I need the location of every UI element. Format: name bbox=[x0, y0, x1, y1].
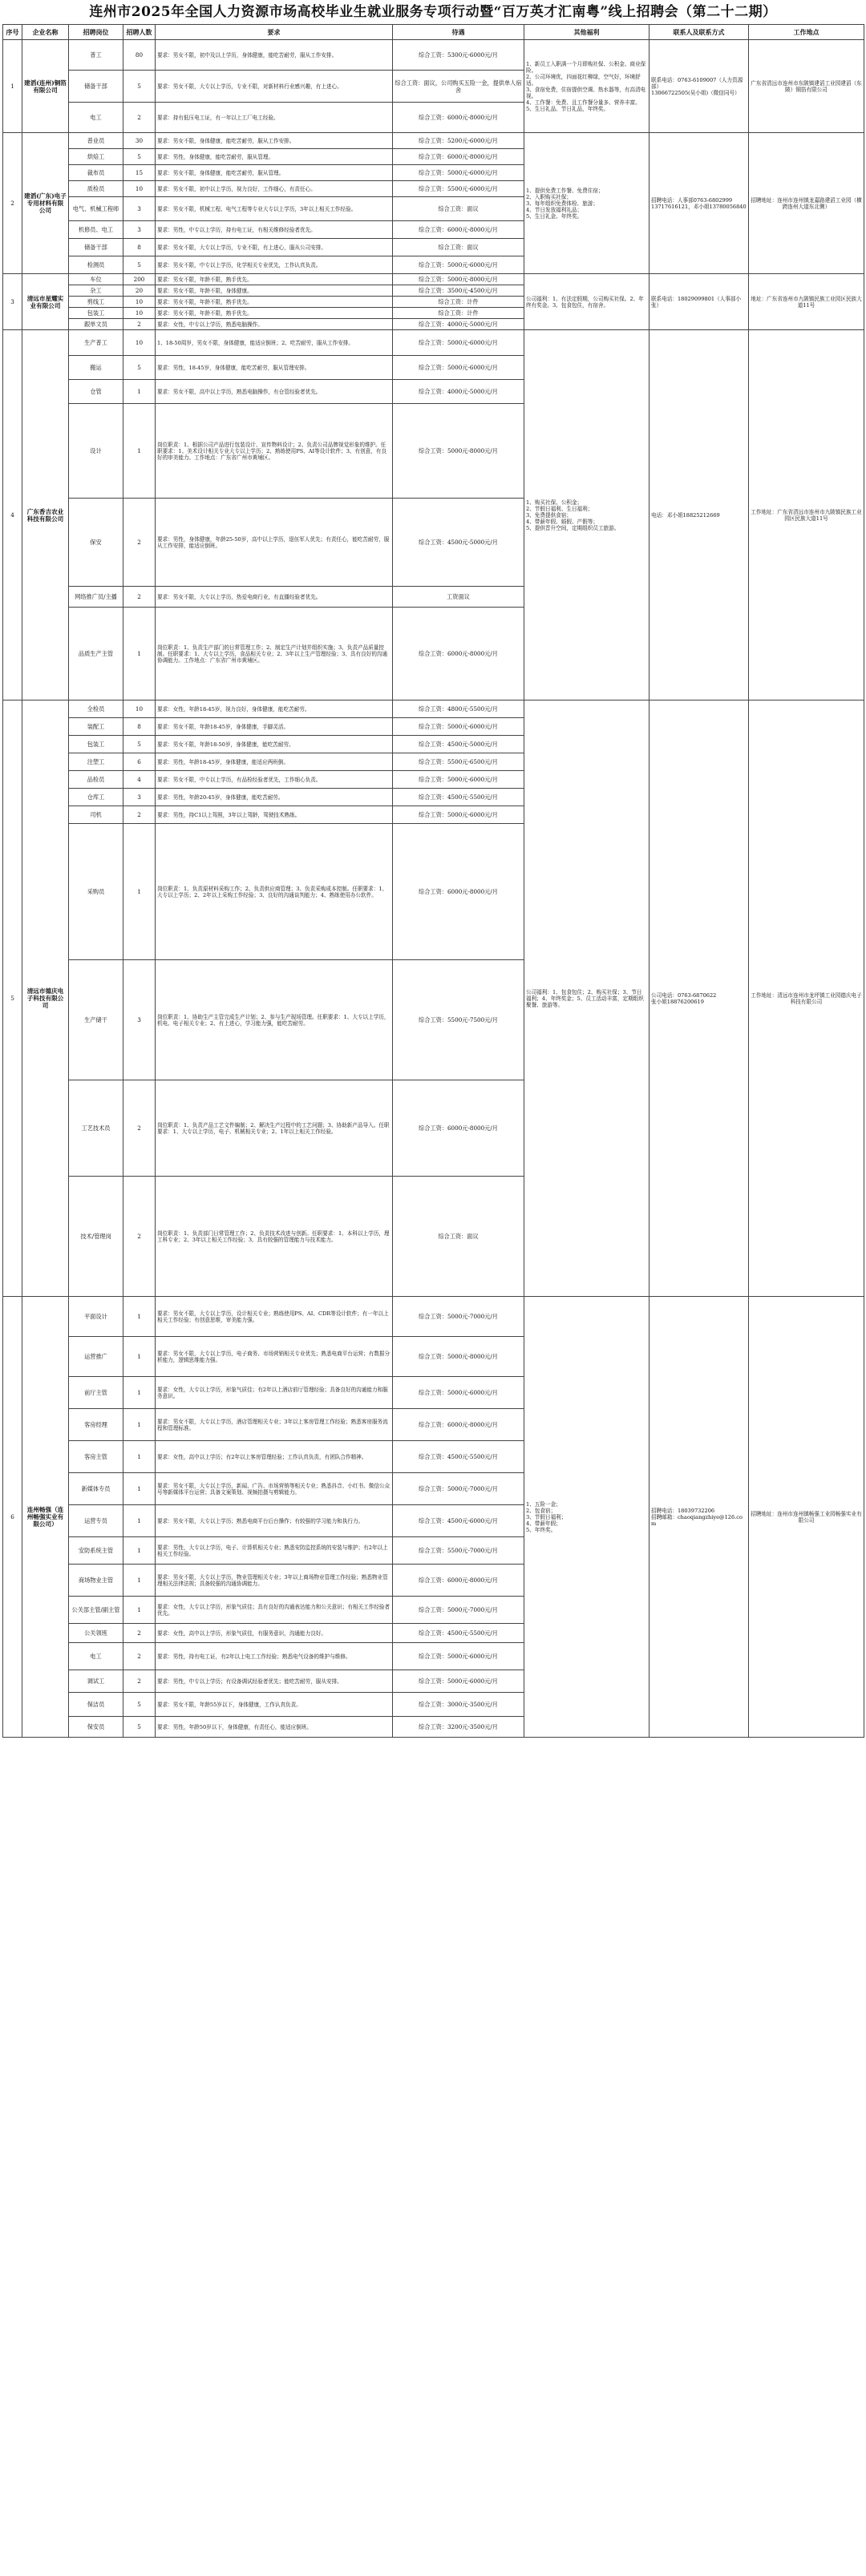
job-pay: 综合工资：5500元-7500元/月 bbox=[393, 960, 524, 1080]
job-pay: 综合工资：4500元-5500元/月 bbox=[393, 1441, 524, 1473]
job-position: 电工 bbox=[69, 103, 123, 133]
job-requirements: 要求：男性，中专以上学历；有设备调试经验者优先；能吃苦耐劳，服从安排。 bbox=[156, 1670, 393, 1693]
job-position: 网络推广员/主播 bbox=[69, 587, 123, 608]
header-count: 招聘人数 bbox=[123, 25, 156, 40]
job-pay: 综合工资：6000元-8000元/月 bbox=[393, 1080, 524, 1177]
job-position: 生产储干 bbox=[69, 960, 123, 1080]
job-pay: 综合工资：5300元-6000元/月 bbox=[393, 40, 524, 71]
job-position: 保安员 bbox=[69, 1717, 123, 1738]
job-pay: 综合工资：5000元-6000元/月 bbox=[393, 806, 524, 824]
company-location: 工作地址：广东省清远市连州市九陂镇民族工业园区民族大道11号 bbox=[749, 330, 864, 701]
job-pay: 综合工资：4500元-5500元/月 bbox=[393, 789, 524, 806]
job-count: 1 bbox=[123, 608, 156, 701]
job-count: 2 bbox=[123, 1643, 156, 1670]
table-row bbox=[3, 330, 864, 356]
job-count: 1 bbox=[123, 1565, 156, 1597]
job-count: 1 bbox=[123, 1377, 156, 1409]
job-position: 检测员 bbox=[69, 256, 123, 274]
job-count: 5 bbox=[123, 1693, 156, 1717]
job-count: 1 bbox=[123, 824, 156, 960]
header-no: 序号 bbox=[3, 25, 22, 40]
job-count: 2 bbox=[123, 1080, 156, 1177]
job-position: 质检员 bbox=[69, 181, 123, 197]
job-position: 杂工 bbox=[69, 285, 123, 297]
header-position: 招聘岗位 bbox=[69, 25, 123, 40]
job-requirements: 要求：男女不限，大专以上学历，新闻、广告、市场营销等相关专业；熟悉抖音、小红书、微信公众号等新媒体平台运营；具备文案策划、视频拍摄与剪辑能力。 bbox=[156, 1473, 393, 1505]
job-requirements: 要求：男女不限，大专以上学历，专业不限，有上进心，服从公司安排。 bbox=[156, 239, 393, 256]
job-count: 2 bbox=[123, 587, 156, 608]
job-pay: 综合工资：5000元-6000元/月 bbox=[393, 356, 524, 380]
job-position: 品质生产主管 bbox=[69, 608, 123, 701]
company-location: 广东省清远市连州市东陂镇建滔工业园建滔（东陂）铜箔有限公司 bbox=[749, 40, 864, 133]
job-position: 技术/管理岗 bbox=[69, 1177, 123, 1297]
job-count: 2 bbox=[123, 806, 156, 824]
job-position: 公关部主管/副主管 bbox=[69, 1597, 123, 1624]
job-pay: 综合工资：面议 bbox=[393, 197, 524, 221]
job-requirements: 要求：男女不限，中专以上学历，化学相关专业优先，工作认真负责。 bbox=[156, 256, 393, 274]
company-number: 3 bbox=[3, 274, 22, 330]
job-position: 采购员 bbox=[69, 824, 123, 960]
job-count: 10 bbox=[123, 297, 156, 308]
company-location: 招聘地址：连州市连州镇畅强工业园畅强实业有限公司 bbox=[749, 1297, 864, 1738]
company-welfare: 公司福利：1、有法定假期，公司购买社保。2、年终有奖金。3、包食包住，有宿舍。 bbox=[524, 274, 650, 330]
job-count: 5 bbox=[123, 149, 156, 165]
job-count: 3 bbox=[123, 221, 156, 239]
job-requirements: 要求：男女不限，中专以上学历，有品检经验者优先，工作细心负责。 bbox=[156, 771, 393, 789]
company-contact: 电话：邓小姐18825212669 bbox=[650, 330, 749, 701]
job-requirements: 要求：男女不限，年龄55岁以下，身体健康，工作认真负责。 bbox=[156, 1693, 393, 1717]
job-requirements: 要求：男女不限，大专以上学历，专业不限，对新材料行业感兴趣，有上进心。 bbox=[156, 71, 393, 103]
job-position: 包装工 bbox=[69, 736, 123, 753]
job-position: 运营专员 bbox=[69, 1505, 123, 1537]
job-pay: 综合工资：3500元-4500元/月 bbox=[393, 285, 524, 297]
table-row bbox=[3, 701, 864, 718]
job-requirements: 1、18-50周岁，男女不限，身体健康，能适应倒班；2、吃苦耐劳，服从工作安排。 bbox=[156, 330, 393, 356]
job-requirements: 要求：男女不限，大专以上学历，设计相关专业；熟练使用PS、AI、CDR等设计软件；有一年以上相关工作经验；有创意思维，审美能力强。 bbox=[156, 1297, 393, 1337]
company-contact: 招聘电话：18039732206 招聘邮箱：chaoqiangzhiye@126.com bbox=[650, 1297, 749, 1738]
job-pay: 综合工资：6000元-8000元/月 bbox=[393, 149, 524, 165]
job-pay: 综合工资：5200元-6000元/月 bbox=[393, 133, 524, 149]
job-position: 司机 bbox=[69, 806, 123, 824]
company-contact: 招聘电话：人事部0763-6802999 13717616121，邓小姐13780056840 bbox=[650, 133, 749, 274]
job-position: 新媒体专员 bbox=[69, 1473, 123, 1505]
job-requirements: 要求：男女不限，年龄不限，熟手优先。 bbox=[156, 308, 393, 319]
job-pay: 综合工资：6000元-8000元/月 bbox=[393, 1409, 524, 1441]
job-pay: 工资面议 bbox=[393, 587, 524, 608]
job-requirements: 岗位职责：1、负责产品工艺文件编制；2、解决生产过程中的工艺问题；3、协助新产品导入。任职要求：1、大专以上学历，电子、机械相关专业；2、1年以上相关工作经验。 bbox=[156, 1080, 393, 1177]
job-pay: 综合工资：4800元-5500元/月 bbox=[393, 701, 524, 718]
job-count: 3 bbox=[123, 197, 156, 221]
job-position: 普业员 bbox=[69, 133, 123, 149]
job-position: 公关领班 bbox=[69, 1624, 123, 1643]
job-requirements: 要求：男女不限，大专以上学历，物业管理相关专业；3年以上商场物业管理工作经验；熟悉物业管理相关法律法规；具备较强的沟通协调能力。 bbox=[156, 1565, 393, 1597]
company-name: 清远市星耀实业有限公司 bbox=[22, 274, 69, 330]
table-header bbox=[3, 25, 864, 40]
job-count: 2 bbox=[123, 103, 156, 133]
job-position: 仓库工 bbox=[69, 789, 123, 806]
job-pay: 综合工资：面议，公司购买五险一金，提供单人宿舍 bbox=[393, 71, 524, 103]
job-pay: 综合工资：3200元-3500元/月 bbox=[393, 1717, 524, 1738]
job-position: 保安 bbox=[69, 499, 123, 587]
job-position: 设计 bbox=[69, 404, 123, 499]
job-position: 电工 bbox=[69, 1643, 123, 1670]
job-requirements: 要求：男女不限，身体健康，能吃苦耐劳，服从管理。 bbox=[156, 165, 393, 181]
job-requirements: 要求：女性，高中以上学历；有2年以上客房管理经验；工作认真负责，有团队合作精神。 bbox=[156, 1441, 393, 1473]
job-requirements: 要求：男女不限，身体健康，能吃苦耐劳，服从工作安排。 bbox=[156, 133, 393, 149]
job-pay: 综合工资：计件 bbox=[393, 297, 524, 308]
company-number: 6 bbox=[3, 1297, 22, 1738]
job-requirements: 要求：男女不限，年龄不限，熟手优先。 bbox=[156, 274, 393, 285]
job-position: 电气、机械工程师 bbox=[69, 197, 123, 221]
job-requirements: 要求：女性，高中以上学历，形象气质佳，有服务意识，沟通能力良好。 bbox=[156, 1624, 393, 1643]
company-contact: 联系电话：0763-6109007（人力资源部） 13066722505(吴小姐)（微信同号） bbox=[650, 40, 749, 133]
job-position: 运营推广 bbox=[69, 1337, 123, 1377]
job-count: 1 bbox=[123, 1537, 156, 1565]
job-count: 1 bbox=[123, 1473, 156, 1505]
job-requirements: 要求：女性，中专以上学历，熟悉电脑操作。 bbox=[156, 319, 393, 330]
company-name: 连州畅强（连州畅强实业有限公司） bbox=[22, 1297, 69, 1738]
job-count: 6 bbox=[123, 753, 156, 771]
job-pay: 综合工资：面议 bbox=[393, 1177, 524, 1297]
job-count: 15 bbox=[123, 165, 156, 181]
job-pay: 综合工资：5000元-6000元/月 bbox=[393, 718, 524, 736]
job-count: 1 bbox=[123, 1337, 156, 1377]
job-count: 1 bbox=[123, 404, 156, 499]
company-location: 地址：广东省连州市九陂镇民族工业园区民族大道11号 bbox=[749, 274, 864, 330]
company-name: 清远市德庆电子科技有限公司 bbox=[22, 701, 69, 1297]
job-pay: 综合工资：5000元-7000元/月 bbox=[393, 1597, 524, 1624]
job-count: 2 bbox=[123, 1670, 156, 1693]
job-pay: 综合工资：4500元-5500元/月 bbox=[393, 1624, 524, 1643]
job-position: 装配工 bbox=[69, 718, 123, 736]
job-count: 3 bbox=[123, 960, 156, 1080]
job-pay: 综合工资：5000元-6000元/月 bbox=[393, 1377, 524, 1409]
job-requirements: 要求：男性，年龄18-45岁，身体健康，能适应两班倒。 bbox=[156, 753, 393, 771]
job-position: 剪线工 bbox=[69, 297, 123, 308]
table-body bbox=[3, 40, 864, 1738]
job-pay: 综合工资：4000元-5000元/月 bbox=[393, 380, 524, 404]
job-requirements: 要求：男女不限，大专以上学历；熟悉电商平台后台操作；有较强的学习能力和执行力。 bbox=[156, 1505, 393, 1537]
job-pay: 综合工资：5000元-6000元/月 bbox=[393, 165, 524, 181]
job-pay: 综合工资：4500元-5000元/月 bbox=[393, 499, 524, 587]
company-welfare: 公司福利：1、包食包住；2、购买社保；3、节日福利；4、年终奖金；5、员工活动丰富，定期组织聚餐、旅游等。 bbox=[524, 701, 650, 1297]
job-pay: 综合工资：5000元-8000元/月 bbox=[393, 404, 524, 499]
company-number: 4 bbox=[3, 330, 22, 701]
job-pay: 综合工资：5000元-7000元/月 bbox=[393, 1297, 524, 1337]
job-count: 1 bbox=[123, 1505, 156, 1537]
job-pay: 综合工资：5000元-7000元/月 bbox=[393, 1473, 524, 1505]
job-count: 4 bbox=[123, 771, 156, 789]
job-count: 1 bbox=[123, 1597, 156, 1624]
job-position: 安防系统主管 bbox=[69, 1537, 123, 1565]
job-count: 200 bbox=[123, 274, 156, 285]
job-position: 工艺技术员 bbox=[69, 1080, 123, 1177]
company-location: 招聘地址：连州市连州镇龙嘉路建滔工业园（横跨连州大道东北侧） bbox=[749, 133, 864, 274]
job-position: 商场物业主管 bbox=[69, 1565, 123, 1597]
job-position: 客房主管 bbox=[69, 1441, 123, 1473]
job-position: 搬运 bbox=[69, 356, 123, 380]
job-requirements: 要求：男性，大专以上学历，电子、计算机相关专业；熟悉安防监控系统的安装与维护；有2年以上相关工作经验。 bbox=[156, 1537, 393, 1565]
job-pay: 综合工资：5500元-6500元/月 bbox=[393, 753, 524, 771]
job-pay: 综合工资：6000元-8000元/月 bbox=[393, 1565, 524, 1597]
job-position: 储备干部 bbox=[69, 71, 123, 103]
job-count: 3 bbox=[123, 789, 156, 806]
job-count: 10 bbox=[123, 308, 156, 319]
job-requirements: 岗位职责：1、根据公司产品进行包装设计、宣传物料设计；2、负责公司品牌视觉形象的维护。任职要求：1、美术设计相关专业大专以上学历；2、熟练使用PS、AI等设计软件；3、有创意，有良好的审美能力。工作地点：广东省广州市黄埔区。 bbox=[156, 404, 393, 499]
job-requirements: 要求：女性，大专以上学历，形象气质佳；有2年以上酒店前厅管理经验；具备良好的沟通能力和服务意识。 bbox=[156, 1377, 393, 1409]
job-count: 5 bbox=[123, 256, 156, 274]
job-requirements: 要求：女性，大专以上学历，形象气质佳；具有良好的沟通表达能力和公关意识；有相关工作经验者优先。 bbox=[156, 1597, 393, 1624]
job-requirements: 要求：持有低压电工证，有一年以上工厂电工经验。 bbox=[156, 103, 393, 133]
job-requirements: 要求：男性，持有电工证，有2年以上电工工作经验；熟悉电气设备的维护与维修。 bbox=[156, 1643, 393, 1670]
job-pay: 综合工资：5000元-8000元/月 bbox=[393, 1337, 524, 1377]
job-requirements: 要求：男女不限，年龄不限，熟手优先。 bbox=[156, 297, 393, 308]
company-name: 建滔(广东)电子专用材料有限公司 bbox=[22, 133, 69, 274]
job-pay: 综合工资：5000元-6000元/月 bbox=[393, 771, 524, 789]
table-row bbox=[3, 274, 864, 285]
job-pay: 综合工资：5000元-6000元/月 bbox=[393, 330, 524, 356]
table-row bbox=[3, 1297, 864, 1337]
job-position: 调试工 bbox=[69, 1670, 123, 1693]
job-requirements: 要求：男性，年龄20-45岁，身体健康，能吃苦耐劳。 bbox=[156, 789, 393, 806]
job-pay: 综合工资：5000元-6000元/月 bbox=[393, 256, 524, 274]
job-position: 品检员 bbox=[69, 771, 123, 789]
job-count: 10 bbox=[123, 330, 156, 356]
job-position: 普工 bbox=[69, 40, 123, 71]
job-requirements: 要求：男女不限，大专以上学历，酒店管理相关专业；3年以上客房管理工作经验；熟悉客房服务流程和管理标准。 bbox=[156, 1409, 393, 1441]
job-count: 10 bbox=[123, 701, 156, 718]
job-count: 1 bbox=[123, 380, 156, 404]
header-location: 工作地点 bbox=[749, 25, 864, 40]
job-count: 5 bbox=[123, 736, 156, 753]
job-pay: 综合工资：5500元-7000元/月 bbox=[393, 1537, 524, 1565]
company-name: 广东香吉农业科技有限公司 bbox=[22, 330, 69, 701]
job-position: 仓管 bbox=[69, 380, 123, 404]
job-position: 裁布员 bbox=[69, 165, 123, 181]
page-title: 连州市2025年全国人力资源市场高校毕业生就业服务专项行动暨“百万英才汇南粤”线上招聘会（第二十二期） bbox=[89, 4, 777, 20]
company-location: 工作地址：清远市连州市龙坪镇工业园德庆电子科技有限公司 bbox=[749, 701, 864, 1297]
job-table bbox=[2, 24, 864, 1738]
job-requirements: 岗位职责：1、负责部门日常管理工作；2、负责技术改进与创新。任职要求：1、本科以上学历，理工科专业；2、3年以上相关工作经验；3、具有较强的管理能力与技术能力。 bbox=[156, 1177, 393, 1297]
job-position: 前厅主管 bbox=[69, 1377, 123, 1409]
job-requirements: 要求：男性，身体健康，能吃苦耐劳，服从管理。 bbox=[156, 149, 393, 165]
job-requirements: 要求：男女不限，初中及以上学历，身体健康，能吃苦耐劳，服从工作安排。 bbox=[156, 40, 393, 71]
job-requirements: 岗位职责：1、负责生产部门的日常管理工作；2、制定生产计划并组织实施；3、负责产品质量控制。任职要求：1、大专以上学历，食品相关专业；2、3年以上生产管理经验；3、具有良好的沟通协调能力。工作地点：广东省广州市黄埔区。 bbox=[156, 608, 393, 701]
job-requirements: 要求：男女不限，大专以上学历，电子商务、市场营销相关专业优先；熟悉电商平台运营；有数据分析能力，逻辑思维能力强。 bbox=[156, 1337, 393, 1377]
job-requirements: 要求：男女不限，年龄18-45岁，身体健康，手脚灵活。 bbox=[156, 718, 393, 736]
job-pay: 综合工资：6000元-8000元/月 bbox=[393, 103, 524, 133]
job-count: 5 bbox=[123, 356, 156, 380]
job-position: 跟单文员 bbox=[69, 319, 123, 330]
header-company: 企业名称 bbox=[22, 25, 69, 40]
job-count: 5 bbox=[123, 1717, 156, 1738]
job-count: 10 bbox=[123, 181, 156, 197]
job-requirements: 岗位职责：1、协助生产主管完成生产计划；2、参与生产现场管理。任职要求：1、大专以上学历，机电、电子相关专业；2、有上进心，学习能力强，能吃苦耐劳。 bbox=[156, 960, 393, 1080]
job-requirements: 要求：男性，持C1以上驾照，3年以上驾龄，驾驶技术熟练。 bbox=[156, 806, 393, 824]
job-pay: 综合工资：6000元-8000元/月 bbox=[393, 824, 524, 960]
job-count: 1 bbox=[123, 1409, 156, 1441]
job-requirements: 要求：男性，18-45岁，身体健康，能吃苦耐劳，服从管理安排。 bbox=[156, 356, 393, 380]
job-requirements: 要求：女性，年龄18-45岁，视力良好，身体健康，能吃苦耐劳。 bbox=[156, 701, 393, 718]
job-pay: 综合工资：4000元-5000元/月 bbox=[393, 319, 524, 330]
job-position: 机修员、电工 bbox=[69, 221, 123, 239]
company-welfare: 1、五险一金； 2、包食宿； 3、节假日福利； 4、带薪年假； 5、年终奖。 bbox=[524, 1297, 650, 1738]
job-count: 2 bbox=[123, 1177, 156, 1297]
job-position: 烘焙工 bbox=[69, 149, 123, 165]
job-requirements: 要求：男女不限，机械工程、电气工程等专业大专以上学历，3年以上相关工作经验。 bbox=[156, 197, 393, 221]
job-position: 车位 bbox=[69, 274, 123, 285]
job-count: 8 bbox=[123, 239, 156, 256]
job-count: 30 bbox=[123, 133, 156, 149]
header-contact: 联系人及联系方式 bbox=[650, 25, 749, 40]
job-pay: 综合工资：4500元-6000元/月 bbox=[393, 1505, 524, 1537]
job-count: 5 bbox=[123, 71, 156, 103]
job-position: 平面设计 bbox=[69, 1297, 123, 1337]
company-contact: 联系电话：18029099801（人事部小张） bbox=[650, 274, 749, 330]
header-requirements: 要求 bbox=[156, 25, 393, 40]
job-position: 注塑工 bbox=[69, 753, 123, 771]
job-position: 保洁员 bbox=[69, 1693, 123, 1717]
table-row bbox=[3, 133, 864, 149]
job-count: 1 bbox=[123, 1297, 156, 1337]
job-pay: 综合工资：5000元-6000元/月 bbox=[393, 1643, 524, 1670]
job-pay: 综合工资：6000元-8000元/月 bbox=[393, 221, 524, 239]
table-row bbox=[3, 40, 864, 71]
job-count: 20 bbox=[123, 285, 156, 297]
company-contact: 公司电话：0763-6870622 张小姐18876200619 bbox=[650, 701, 749, 1297]
job-position: 生产普工 bbox=[69, 330, 123, 356]
header-pay: 待遇 bbox=[393, 25, 524, 40]
job-pay: 综合工资：5000元-6000元/月 bbox=[393, 1670, 524, 1693]
job-pay: 综合工资：4500元-5000元/月 bbox=[393, 736, 524, 753]
company-number: 1 bbox=[3, 40, 22, 133]
job-position: 客房经理 bbox=[69, 1409, 123, 1441]
job-requirements: 要求：男性，年龄50岁以下，身体健康，有责任心，能适应倒班。 bbox=[156, 1717, 393, 1738]
job-count: 8 bbox=[123, 718, 156, 736]
job-position: 全检员 bbox=[69, 701, 123, 718]
job-requirements: 要求：男女不限，年龄不限，身体健康。 bbox=[156, 285, 393, 297]
company-welfare: 1、购买社保、公积金； 2、节假日福利、生日福利； 3、免费提供食宿； 4、带薪年假、婚假、产假等； 5、提供晋升空间，定期组织员工旅游。 bbox=[524, 330, 650, 701]
job-count: 1 bbox=[123, 1441, 156, 1473]
job-requirements: 要求：男女不限，高中以上学历，熟悉电脑操作，有仓管经验者优先。 bbox=[156, 380, 393, 404]
job-requirements: 要求：男性，身体健康，年龄25-50岁，高中以上学历，退伍军人优先；有责任心，能吃苦耐劳，服从工作安排，能适应倒班。 bbox=[156, 499, 393, 587]
job-requirements: 要求：男女不限，初中以上学历，视力良好，工作细心，有责任心。 bbox=[156, 181, 393, 197]
job-pay: 综合工资：5500元-6000元/月 bbox=[393, 181, 524, 197]
job-count: 2 bbox=[123, 1624, 156, 1643]
job-count: 2 bbox=[123, 319, 156, 330]
job-position: 储备干部 bbox=[69, 239, 123, 256]
job-pay: 综合工资：5000元-8000元/月 bbox=[393, 274, 524, 285]
job-requirements: 要求：男女不限，大专以上学历，热爱电商行业，有直播经验者优先。 bbox=[156, 587, 393, 608]
job-requirements: 要求：男性，中专以上学历，持有电工证，有相关维修经验者优先。 bbox=[156, 221, 393, 239]
company-name: 建滔(连州)铜箔有限公司 bbox=[22, 40, 69, 133]
job-count: 80 bbox=[123, 40, 156, 71]
company-welfare: 1、提供免费工作餐、免费住宿； 2、入职购买社保； 3、每年组织免费体检、旅游； 4、节日发放福利礼品； 5、生日礼金、年终奖。 bbox=[524, 133, 650, 274]
job-pay: 综合工资：6000元-8000元/月 bbox=[393, 608, 524, 701]
company-number: 2 bbox=[3, 133, 22, 274]
job-pay: 综合工资：面议 bbox=[393, 239, 524, 256]
job-pay: 综合工资：计件 bbox=[393, 308, 524, 319]
job-pay: 综合工资：3000元-3500元/月 bbox=[393, 1693, 524, 1717]
job-position: 包装工 bbox=[69, 308, 123, 319]
company-number: 5 bbox=[3, 701, 22, 1297]
header-welfare: 其他福利 bbox=[524, 25, 650, 40]
company-welfare: 1、新员工入职满一个月即购社保、公积金、商业保险。 2、公司环境优，四面花红柳绿，空气好，环境舒适。 3、食宿免费，住宿提供空调、热水器等，有高清电视。 4、工作餐：免费、且工作餐分量多、营养丰富。 5、生日礼品、节日礼品，年终奖。 bbox=[524, 40, 650, 133]
job-requirements: 岗位职责：1、负责原材料采购工作；2、负责供应商管理；3、负责采购成本控制。任职要求：1、大专以上学历；2、2年以上采购工作经验；3、良好的沟通谈判能力；4、熟练使用办公软件。 bbox=[156, 824, 393, 960]
job-requirements: 要求：男女不限，年龄18-50岁，身体健康，能吃苦耐劳。 bbox=[156, 736, 393, 753]
job-count: 2 bbox=[123, 499, 156, 587]
